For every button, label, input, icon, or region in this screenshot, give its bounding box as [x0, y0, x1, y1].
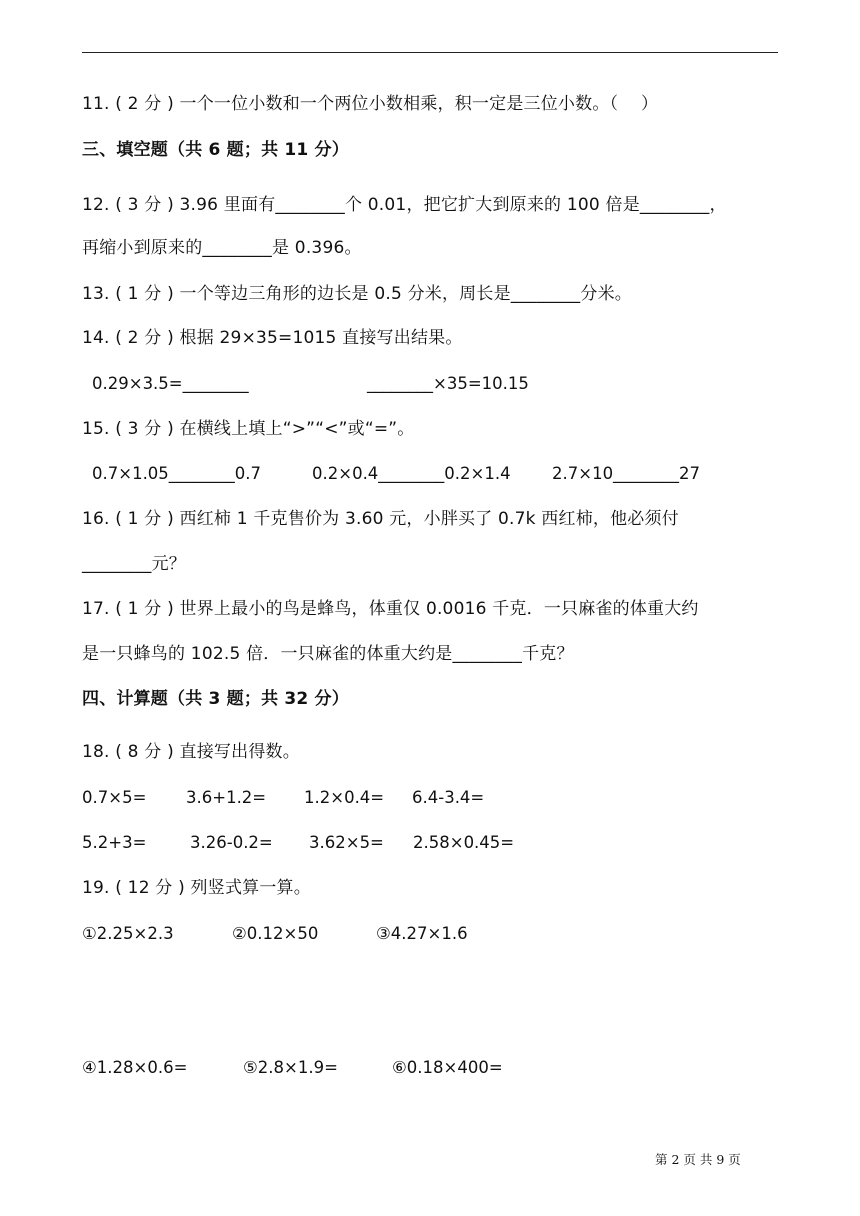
- section-3-title: 三、填空题（共 6 题；共 11 分）: [82, 140, 349, 160]
- q18-item: 3.26-0.2=: [190, 833, 273, 852]
- question-13: 13. ( 1 分 ) 一个等边三角形的边长是 0.5 分米，周长是________分米。: [82, 284, 632, 304]
- q19-item: ③4.27×1.6: [376, 924, 468, 943]
- page-number: 第 2 页 共 9 页: [655, 1152, 741, 1167]
- q19-item: ②0.12×50: [232, 924, 319, 943]
- q19-item: ⑥0.18×400=: [392, 1058, 503, 1077]
- question-11: 11. ( 2 分 ) 一个一位小数和一个两位小数相乘，积一定是三位小数。（ ）: [82, 94, 659, 114]
- q18-item: 3.62×5=: [309, 833, 384, 852]
- q18-item: 2.58×0.45=: [413, 833, 515, 852]
- question-17-line-2: 是一只蜂鸟的 102.5 倍．一只麻雀的体重大约是________千克？: [82, 644, 574, 664]
- q18-item: 0.7×5=: [82, 788, 147, 807]
- q18-item: 3.6+1.2=: [186, 788, 267, 807]
- question-16-line-2: ________元？: [82, 554, 186, 574]
- section-4-title: 四、计算题（共 3 题；共 32 分）: [82, 689, 349, 709]
- question-17-line-1: 17. ( 1 分 ) 世界上最小的鸟是蜂鸟，体重仅 0.0016 千克．一只麻雀的体重大约: [82, 599, 699, 619]
- q19-item: ①2.25×2.3: [82, 924, 174, 943]
- q15-item-2: 0.2×0.4________0.2×1.4: [312, 464, 511, 483]
- header-rule: [82, 52, 778, 53]
- q14-item-1: 0.29×3.5=________: [92, 374, 249, 393]
- question-15: 15. ( 3 分 ) 在横线上填上“>”“<”或“=”。: [82, 419, 415, 439]
- q18-item: 1.2×0.4=: [304, 788, 385, 807]
- question-12-line-2: 再缩小到原来的________是 0.396。: [82, 238, 362, 258]
- q15-item-3: 2.7×10________27: [552, 464, 701, 483]
- q18-item: 6.4-3.4=: [412, 788, 485, 807]
- question-16-line-1: 16. ( 1 分 ) 西红柿 1 千克售价为 3.60 元，小胖买了 0.7k 西红柿，他必须付: [82, 509, 679, 529]
- question-18: 18. ( 8 分 ) 直接写出得数。: [82, 742, 300, 762]
- q19-item: ⑤2.8×1.9=: [243, 1058, 338, 1077]
- q18-item: 5.2+3=: [82, 833, 147, 852]
- q19-item: ④1.28×0.6=: [82, 1058, 188, 1077]
- q15-item-1: 0.7×1.05________0.7: [92, 464, 262, 483]
- q14-item-2: ________×35=10.15: [367, 374, 529, 393]
- question-12-line-1: 12. ( 3 分 ) 3.96 里面有________个 0.01，把它扩大到原来的 100 倍是________，: [82, 195, 727, 215]
- question-14: 14. ( 2 分 ) 根据 29×35=1015 直接写出结果。: [82, 328, 463, 348]
- question-19: 19. ( 12 分 ) 列竖式算一算。: [82, 878, 311, 898]
